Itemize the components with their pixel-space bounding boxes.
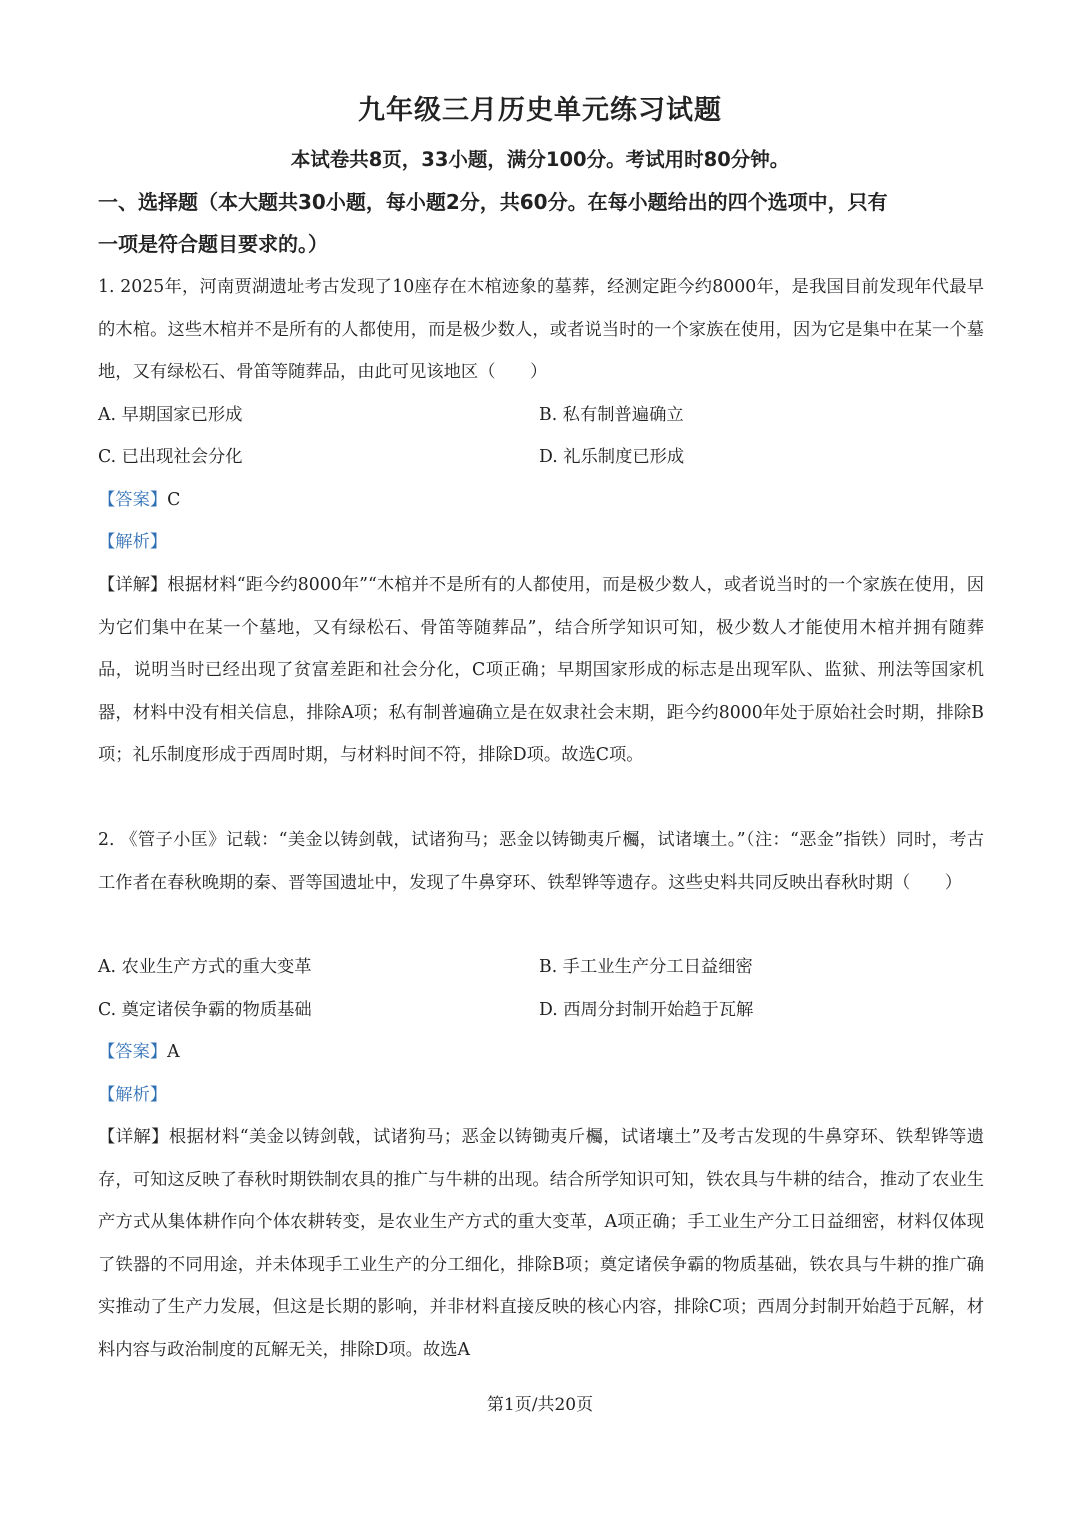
question-1-option-a: A. 早期国家已形成 bbox=[98, 405, 243, 425]
question-2-answer bbox=[98, 1031, 180, 1073]
question-1-option-d: D. 礼乐制度已形成 bbox=[539, 447, 685, 467]
question-1-option-b: B. 私有制普遍确立 bbox=[539, 405, 684, 425]
section-heading-line-1: 一、选择题（本大题共30小题，每小题2分，共60分。在每小题给出的四个选项中，只有 bbox=[98, 190, 888, 214]
detail-text: 根据材料“距今约8000年”“木棺并不是所有的人都使用，而是极少数人，或者说当时的一个家族在使用，因为它们集中在某一个墓地，又有绿松石、骨笛等随葬品”，结合所学知识可知，极少数人才能使用木棺并拥有随葬品，说明当时已经出现了贫富差距和社会分化，C项正确；早期国家形成的标志是出现军队、监狱、刑法等国家机器，材料中没有相关信息，排除A项；私有制普遍确立是在奴隶社会末期，距今约8000年处于原始社会时期，排除B项；礼乐制度形成于西周时期，与材料时间不符，排除D项。故选C项。 bbox=[98, 575, 984, 765]
question-2-options-row-1 bbox=[98, 946, 984, 988]
question-2-analysis-label: 【解析】 bbox=[98, 1085, 168, 1105]
page-number: 第1页/共20页 bbox=[486, 1395, 594, 1415]
answer-label: 【答案】 bbox=[98, 1042, 168, 1062]
question-1-option-c: C. 已出现社会分化 bbox=[98, 447, 243, 467]
question-2-option-d: D. 西周分封制开始趋于瓦解 bbox=[539, 1000, 754, 1020]
question-2-option-a: A. 农业生产方式的重大变革 bbox=[98, 957, 312, 977]
detail-label: 【详解】 bbox=[98, 1127, 169, 1147]
question-2-option-c: C. 奠定诸侯争霸的物质基础 bbox=[98, 1000, 312, 1020]
page-title: 九年级三月历史单元练习试题 bbox=[358, 95, 722, 126]
detail-text: 根据材料“美金以铸剑戟，试诸狗马；恶金以铸锄夷斤欘，试诸壤土”及考古发现的牛鼻穿环、铁犁铧等遗存，可知这反映了春秋时期铁制农具的推广与牛耕的出现。结合所学知识可知，铁农具与牛耕的结合，推动了农业生产方式从集体耕作向个体农耕转变，是农业生产方式的重大变革，A项正确；手工业生产分工日益细密，材料仅体现了铁器的不同用途，并未体现手工业生产的分工细化，排除B项；奠定诸侯争霸的物质基础，铁农具与牛耕的推广确实推动了生产力发展，但这是长期的影响，并非材料直接反映的核心内容，排除C项；西周分封制开始趋于瓦解，材料内容与政治制度的瓦解无关，排除D项。故选A bbox=[98, 1127, 984, 1360]
exam-info: 本试卷共8页，33小题，满分100分。考试用时80分钟。 bbox=[290, 148, 790, 171]
answer-label: 【答案】 bbox=[98, 490, 168, 510]
question-1-detail bbox=[98, 564, 984, 777]
question-2-options-row-2 bbox=[98, 989, 984, 1031]
question-2-stem: 2. 《管子小匡》记载：“美金以铸剑戟，试诸狗马；恶金以铸锄夷斤欘，试诸壤土。”（注：“恶金”指铁）同时，考古工作者在春秋晚期的秦、晋等国遗址中，发现了牛鼻穿环、铁犁铧等遗存。这些史料共同反映出春秋时期（ ） bbox=[98, 830, 984, 893]
question-2-detail bbox=[98, 1116, 984, 1371]
answer-value: A bbox=[167, 1042, 180, 1062]
answer-value: C bbox=[167, 490, 181, 510]
question-1-stem: 1. 2025年，河南贾湖遗址考古发现了10座存在木棺迹象的墓葬，经测定距今约8000年，是我国目前发现年代最早的木棺。这些木棺并不是所有的人都使用，而是极少数人，或者说当时的一个家族在使用，因为它是集中在某一个墓地，又有绿松石、骨笛等随葬品，由此可见该地区（ ） bbox=[98, 277, 984, 382]
detail-label: 【详解】 bbox=[98, 575, 168, 595]
question-2-option-b: B. 手工业生产分工日益细密 bbox=[539, 957, 753, 977]
question-1-options-row-2 bbox=[98, 436, 984, 478]
question-1-answer bbox=[98, 479, 180, 521]
question-1-analysis-label: 【解析】 bbox=[98, 532, 168, 552]
question-1-options-row-1 bbox=[98, 394, 984, 436]
section-heading-line-2: 一项是符合题目要求的。） bbox=[98, 232, 328, 256]
